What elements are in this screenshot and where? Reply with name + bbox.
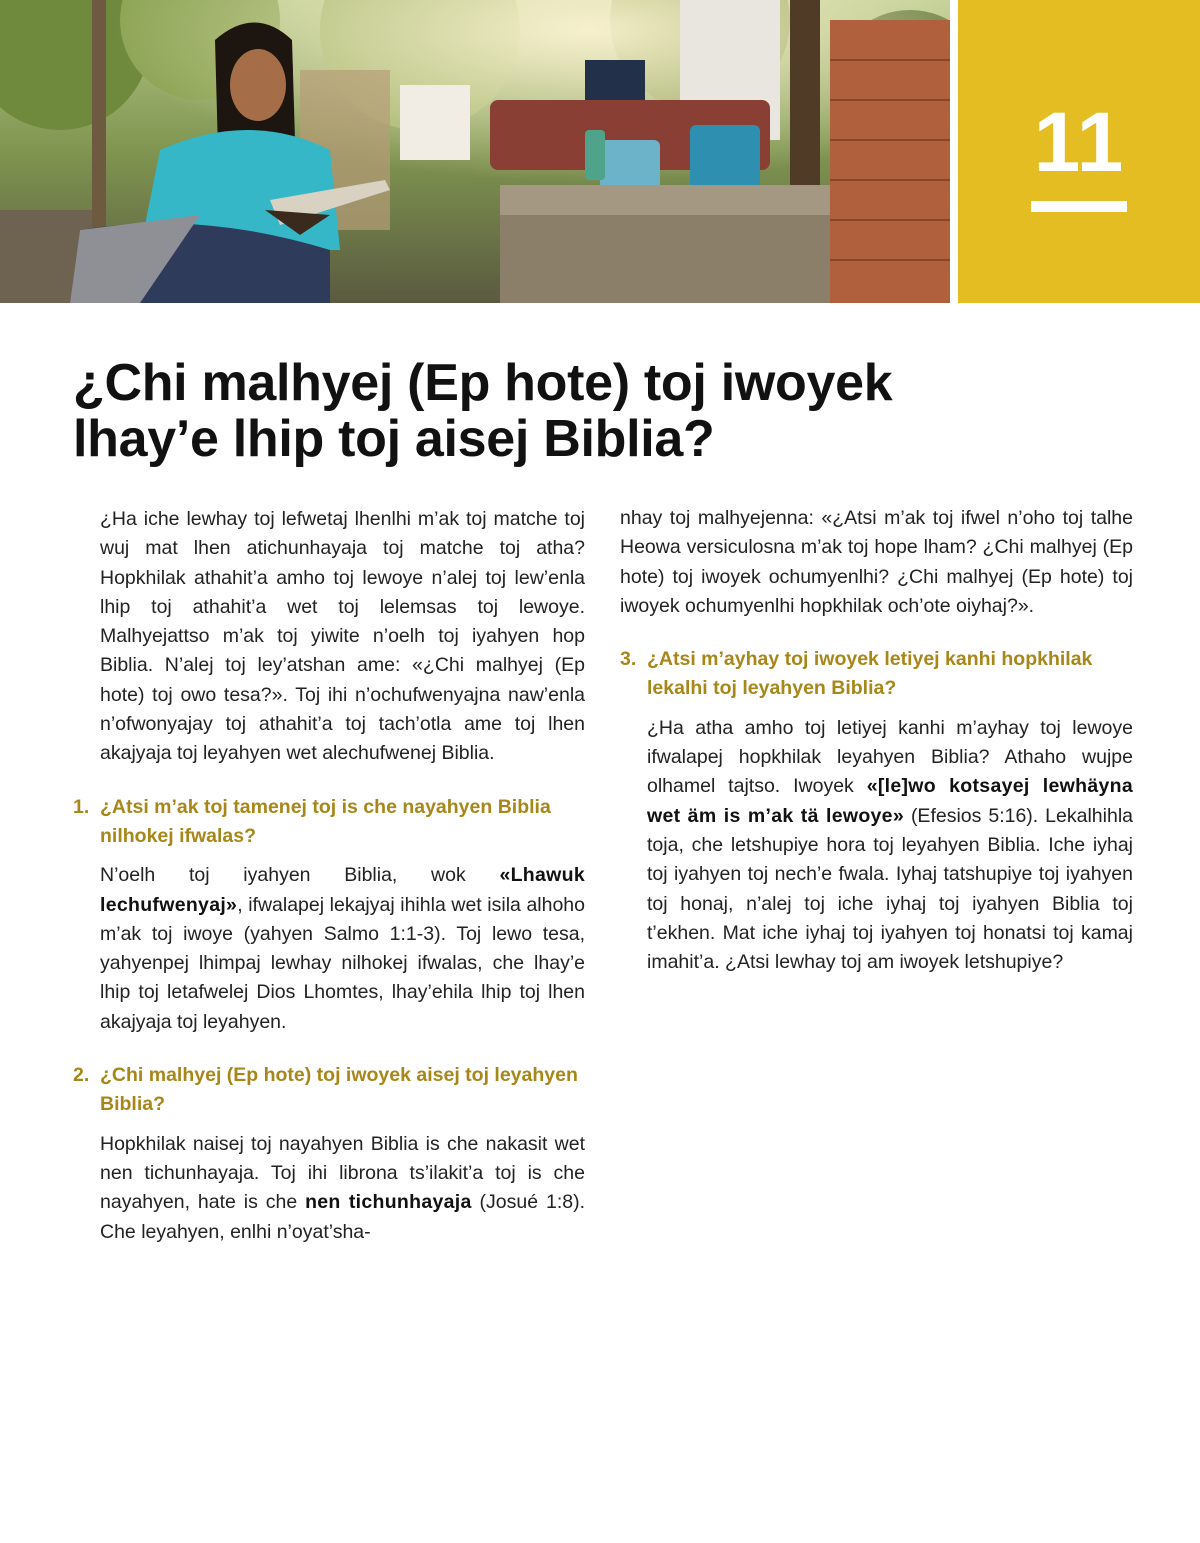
- question-2-answer-emphasis: nen tichunhayaja: [305, 1191, 472, 1214]
- lesson-number: 11: [1033, 95, 1125, 189]
- question-3-number: 3.: [620, 648, 637, 671]
- intro-paragraph: ¿Ha iche lewhay toj lefwetaj lhenlhi m’ak toj matche toj wuj mat lhen atichunhayaja toj matche toj atha? Hopkhilak athahit’a amho toj lewoye n’alej toj lew’enla lhip toj athahit’a wet toj lelemsas toj lewoye. Malhyejattso m’ak toj yiwite n’oelh toj iyahyen hop Biblia. N’alej toj ley’atshan ame: «¿Chi malhyej (Ep hote) toj owo tesa?». Toj ihi n’ochufwenyajna naw’enla n’ofwonyajay toj athahit’a toj tach’otla ame toj lhen akajyaja toj leyahyen wet alechufwenej Biblia.: [100, 508, 585, 765]
- question-1-answer-before: N’oelh toj iyahyen Biblia, wok: [100, 864, 500, 887]
- question-1-number: 1.: [73, 795, 90, 818]
- question-1-heading: [73, 793, 585, 852]
- question-3-heading: [620, 645, 1133, 704]
- question-2-text: ¿Chi malhyej (Ep hote) toj iwoyek aisej toj leyahyen Biblia?: [100, 1064, 578, 1116]
- question-2-answer-part-1: [73, 1130, 585, 1247]
- question-2-answer-part-2: nhay toj malhyejenna: «¿Atsi m’ak toj ifwel n’oho toj talhe Heowa versiculosna m’ak toj hope lham? ¿Chi malhyej (Ep hote) toj iwoyek ochumyenlhi? ¿Chi malhyej (Ep hote) toj iwoyek ochumyenlhi hopkhilak och’ote oiyhaj?».: [620, 507, 1133, 617]
- question-1-answer: [73, 861, 585, 1037]
- question-3-answer-before: ¿Ha atha amho toj letiyej kanhi m’ayhay toj lewoye ifwalapej hopkhilak leyahyen Biblia? Athaho wujpe olhamel tajtso. Iwoyek: [647, 716, 1133, 798]
- question-2-answer-after: (Josué 1:8). Che leyahyen, enlhi n’oyat’sha-: [100, 1191, 585, 1243]
- question-1-text: ¿Atsi m’ak toj tamenej toj is che nayahyen Biblia nilhokej ifwalas?: [100, 795, 551, 847]
- question-2-number: 2.: [73, 1064, 90, 1087]
- question-2-heading: [73, 1061, 585, 1120]
- question-3-text: ¿Atsi m’ayhay toj iwoyek letiyej kanhi hopkhilak lekalhi toj leyahyen Biblia?: [647, 648, 1093, 700]
- question-3-answer-after: (Efesios 5:16). Lekalhihla toja, che letshupiye hora toj leyahyen Biblia. Iche iyhaj toj iyahyen toj nech’e fwala. Iyhaj tatshupiye toj iyahyen toj honaj, n’alej toj iche iyhaj toj iyahyen Biblia toj t’ekhen. Mat iche iyhaj toj iyahyen toj honatsi toj kamaj imahit’a. ¿Atsi lewhay toj am iwoyek letshupiye?: [647, 804, 1134, 974]
- question-3-answer-emphasis: «[le]wo kotsayej lewhäyna wet äm is m’ak tä lewoye»: [647, 775, 1133, 827]
- lesson-number-underline: [1031, 201, 1127, 212]
- page-title-line-2: lhay’e lhip toj aisej Biblia?: [73, 410, 715, 468]
- question-2-answer-before: Hopkhilak naisej toj nayahyen Biblia is che nakasit wet nen tichunhayaja. Toj ihi librona ts’ilakit’a toj is che nayahyen, hate is che: [100, 1132, 585, 1214]
- page-title-line-1: ¿Chi malhyej (Ep hote) toj iwoyek: [73, 354, 893, 412]
- question-1-answer-emphasis: «Lhawuk lechufwenyaj»: [100, 864, 585, 916]
- hero-photo: [0, 0, 950, 303]
- question-1-answer-after: , ifwalapej lekajyaj ihihla wet isila alhoho m’ak toj iwoye (yahyen Salmo 1:1-3). Toj lewo tesa, yahyenpej lhimpaj lewhay nilhokej ifwalas, che lhay’e lhip toj letafwelej Dios Lhomtes, lhay’ehila lhip toj lhen akajyaja toj leyahyen.: [100, 893, 585, 1033]
- question-3-answer: [620, 714, 1133, 978]
- lesson-number-block: [958, 0, 1200, 303]
- left-column: [73, 505, 585, 1247]
- page-title: [73, 355, 1133, 467]
- right-column: [620, 504, 1133, 977]
